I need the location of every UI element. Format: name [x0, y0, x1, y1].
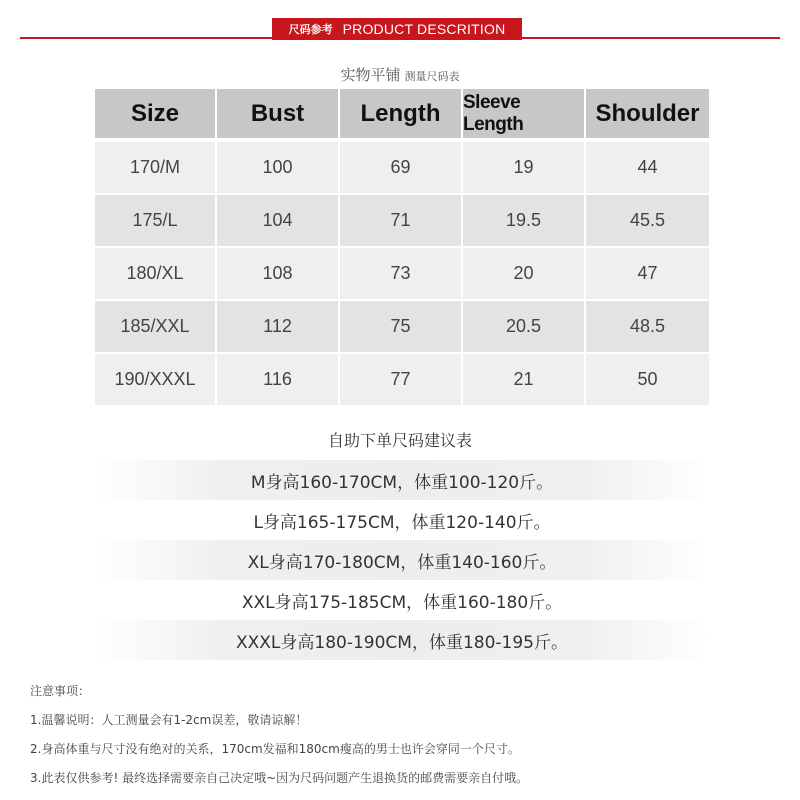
table-row [95, 301, 709, 354]
cell-bust: 108 [217, 248, 340, 301]
header-shoulder: Shoulder [586, 89, 709, 140]
header-title-en: PRODUCT DESCRITION [342, 21, 506, 37]
advice-item: XXXL身高180-190CM，体重180-195斤。 [95, 620, 709, 660]
cell-sleeve-length: 20 [463, 248, 586, 301]
cell-size: 180/XL [95, 248, 217, 301]
cell-bust: 104 [217, 195, 340, 248]
cell-size: 175/L [95, 195, 217, 248]
cell-length: 71 [340, 195, 463, 248]
advice-list [95, 460, 709, 660]
table-row [95, 142, 709, 195]
advice-title: 自助下单尺码建议表 [327, 431, 472, 450]
note-item: 2.身高体重与尺寸没有绝对的关系，170cm发福和180cm瘦高的男士也许会穿同一个尺寸。 [30, 742, 520, 756]
cell-length: 73 [340, 248, 463, 301]
cell-length: 75 [340, 301, 463, 354]
header-title-cn: 尺码参考 [288, 23, 333, 36]
cell-sleeve-length: 20.5 [463, 301, 586, 354]
cell-length: 69 [340, 142, 463, 195]
table-row [95, 248, 709, 301]
cell-sleeve-length: 19.5 [463, 195, 586, 248]
cell-shoulder: 45.5 [586, 195, 709, 248]
header-sleeve-length: Sleeve Length [463, 89, 586, 140]
header-size: Size [95, 89, 217, 140]
cell-size: 190/XXXL [95, 354, 217, 407]
cell-sleeve-length: 19 [463, 142, 586, 195]
cell-shoulder: 47 [586, 248, 709, 301]
header-length: Length [340, 89, 463, 140]
advice-item: L身高165-175CM，体重120-140斤。 [253, 512, 551, 533]
cell-shoulder: 44 [586, 142, 709, 195]
table-caption-main: 实物平铺 [340, 66, 401, 84]
notes-title: 注意事项： [30, 684, 91, 698]
advice-item: M身高160-170CM，体重100-120斤。 [95, 460, 709, 500]
advice-item: XXL身高175-185CM，体重160-180斤。 [241, 592, 563, 613]
table-row [95, 195, 709, 248]
size-table-header-row [95, 89, 709, 142]
cell-bust: 116 [217, 354, 340, 407]
header-tab [272, 18, 522, 40]
table-caption [0, 64, 800, 85]
header-bust: Bust [217, 89, 340, 140]
note-item: 1.温馨说明：人工测量会有1-2cm误差，敬请谅解！ [30, 713, 308, 727]
cell-length: 77 [340, 354, 463, 407]
cell-size: 170/M [95, 142, 217, 195]
size-table [95, 89, 709, 407]
table-caption-sub: 测量尺码表 [404, 70, 460, 83]
advice-item: XL身高170-180CM，体重140-160斤。 [95, 540, 709, 580]
cell-shoulder: 48.5 [586, 301, 709, 354]
cell-size: 185/XXL [95, 301, 217, 354]
cell-bust: 100 [217, 142, 340, 195]
table-row [95, 354, 709, 407]
note-item: 3.此表仅供参考! 最终选择需要亲自己决定哦~因为尺码问题产生退换货的邮费需要亲自付哦。 [30, 771, 529, 785]
cell-sleeve-length: 21 [463, 354, 586, 407]
cell-bust: 112 [217, 301, 340, 354]
cell-shoulder: 50 [586, 354, 709, 407]
notes-section [30, 684, 780, 800]
